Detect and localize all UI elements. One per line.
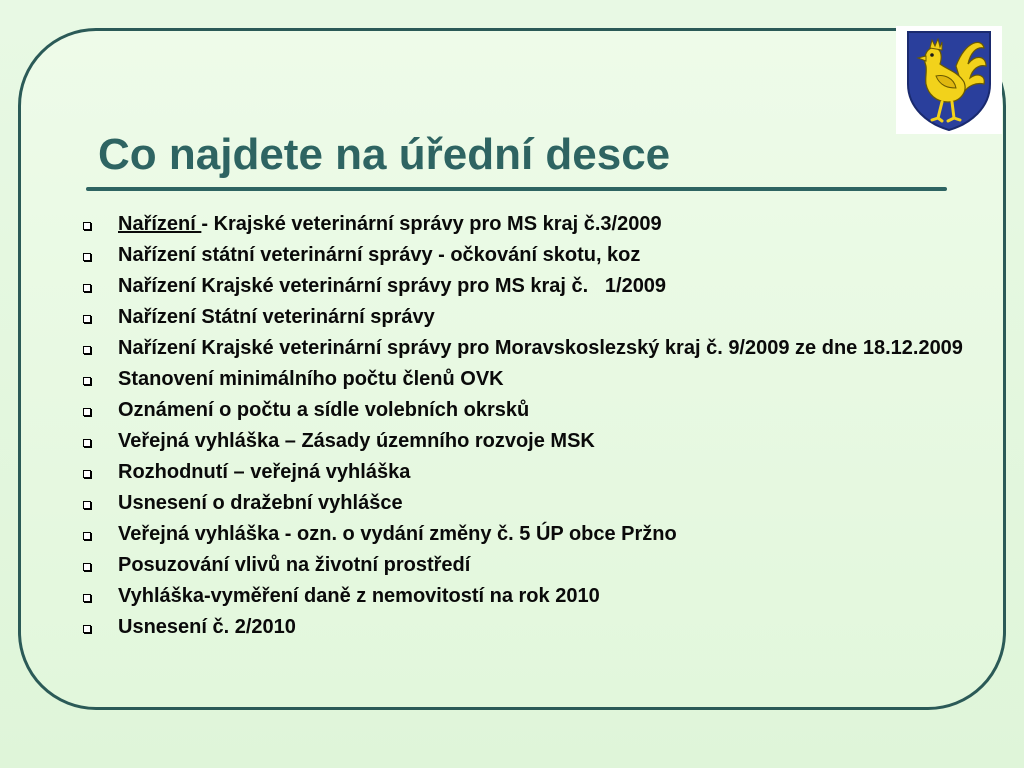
square-bullet-icon <box>83 253 91 261</box>
rooster-eye <box>930 53 934 57</box>
square-bullet-icon <box>83 315 91 323</box>
list-item-text: Usnesení č. 2/2010 <box>118 616 296 638</box>
square-bullet-icon <box>83 625 91 633</box>
crest-graphic <box>896 26 1002 134</box>
list-item <box>78 461 998 484</box>
list-item-text: Stanovení minimálního počtu členů OVK <box>118 368 504 390</box>
list-item <box>78 337 998 360</box>
list-item <box>78 213 998 236</box>
list-item-text: Veřejná vyhláška - ozn. o vydání změny č. 5 ÚP obce Pržno <box>118 523 677 545</box>
square-bullet-icon <box>83 532 91 540</box>
square-bullet-icon <box>83 470 91 478</box>
title-divider <box>86 187 947 191</box>
square-bullet-icon <box>83 594 91 602</box>
list-item-text: Vyhláška-vyměření daně z nemovitostí na rok 2010 <box>118 585 600 607</box>
square-bullet-icon <box>83 222 91 230</box>
list-item <box>78 368 998 391</box>
square-bullet-icon <box>83 408 91 416</box>
list-item <box>78 399 998 422</box>
square-bullet-icon <box>83 346 91 354</box>
nariz-link[interactable]: Nařízení <box>118 213 202 235</box>
list-item-text: Nařízení státní veterinární správy - očkování skotu, koz <box>118 244 641 266</box>
square-bullet-icon <box>83 501 91 509</box>
square-bullet-icon <box>83 377 91 385</box>
rooster-coat-of-arms-icon <box>896 26 1002 134</box>
list-item <box>78 306 998 329</box>
list-item-text: Nařízení Krajské veterinární správy pro Moravskoslezský kraj č. 9/2009 ze dne 18.12.2009 <box>118 337 963 359</box>
list-item-text: Nařízení Státní veterinární správy <box>118 306 435 328</box>
list-item-text: Posuzování vlivů na životní prostředí <box>118 554 471 576</box>
square-bullet-icon <box>83 563 91 571</box>
list-item <box>78 244 998 267</box>
list-item-text: Rozhodnutí – veřejná vyhláška <box>118 461 411 483</box>
list-item-text: Usnesení o dražební vyhlášce <box>118 492 403 514</box>
notice-board-list <box>78 213 998 647</box>
list-item <box>78 430 998 453</box>
list-item <box>78 492 998 515</box>
list-item <box>78 616 998 639</box>
square-bullet-icon <box>83 439 91 447</box>
list-item <box>78 554 998 577</box>
square-bullet-icon <box>83 284 91 292</box>
list-item-text: Oznámení o počtu a sídle volebních okrsků <box>118 399 530 421</box>
list-item-text: Nařízení Krajské veterinární správy pro MS kraj č. 1/2009 <box>118 275 667 297</box>
list-item <box>78 585 998 608</box>
list-item <box>78 523 998 546</box>
list-item-text: - Krajské veterinární správy pro MS kraj č.3/2009 <box>201 213 662 235</box>
list-item-text: Veřejná vyhláška – Zásady územního rozvoje MSK <box>118 430 595 452</box>
slide-title: Co najdete na úřední desce <box>98 130 671 179</box>
list-item <box>78 275 998 298</box>
